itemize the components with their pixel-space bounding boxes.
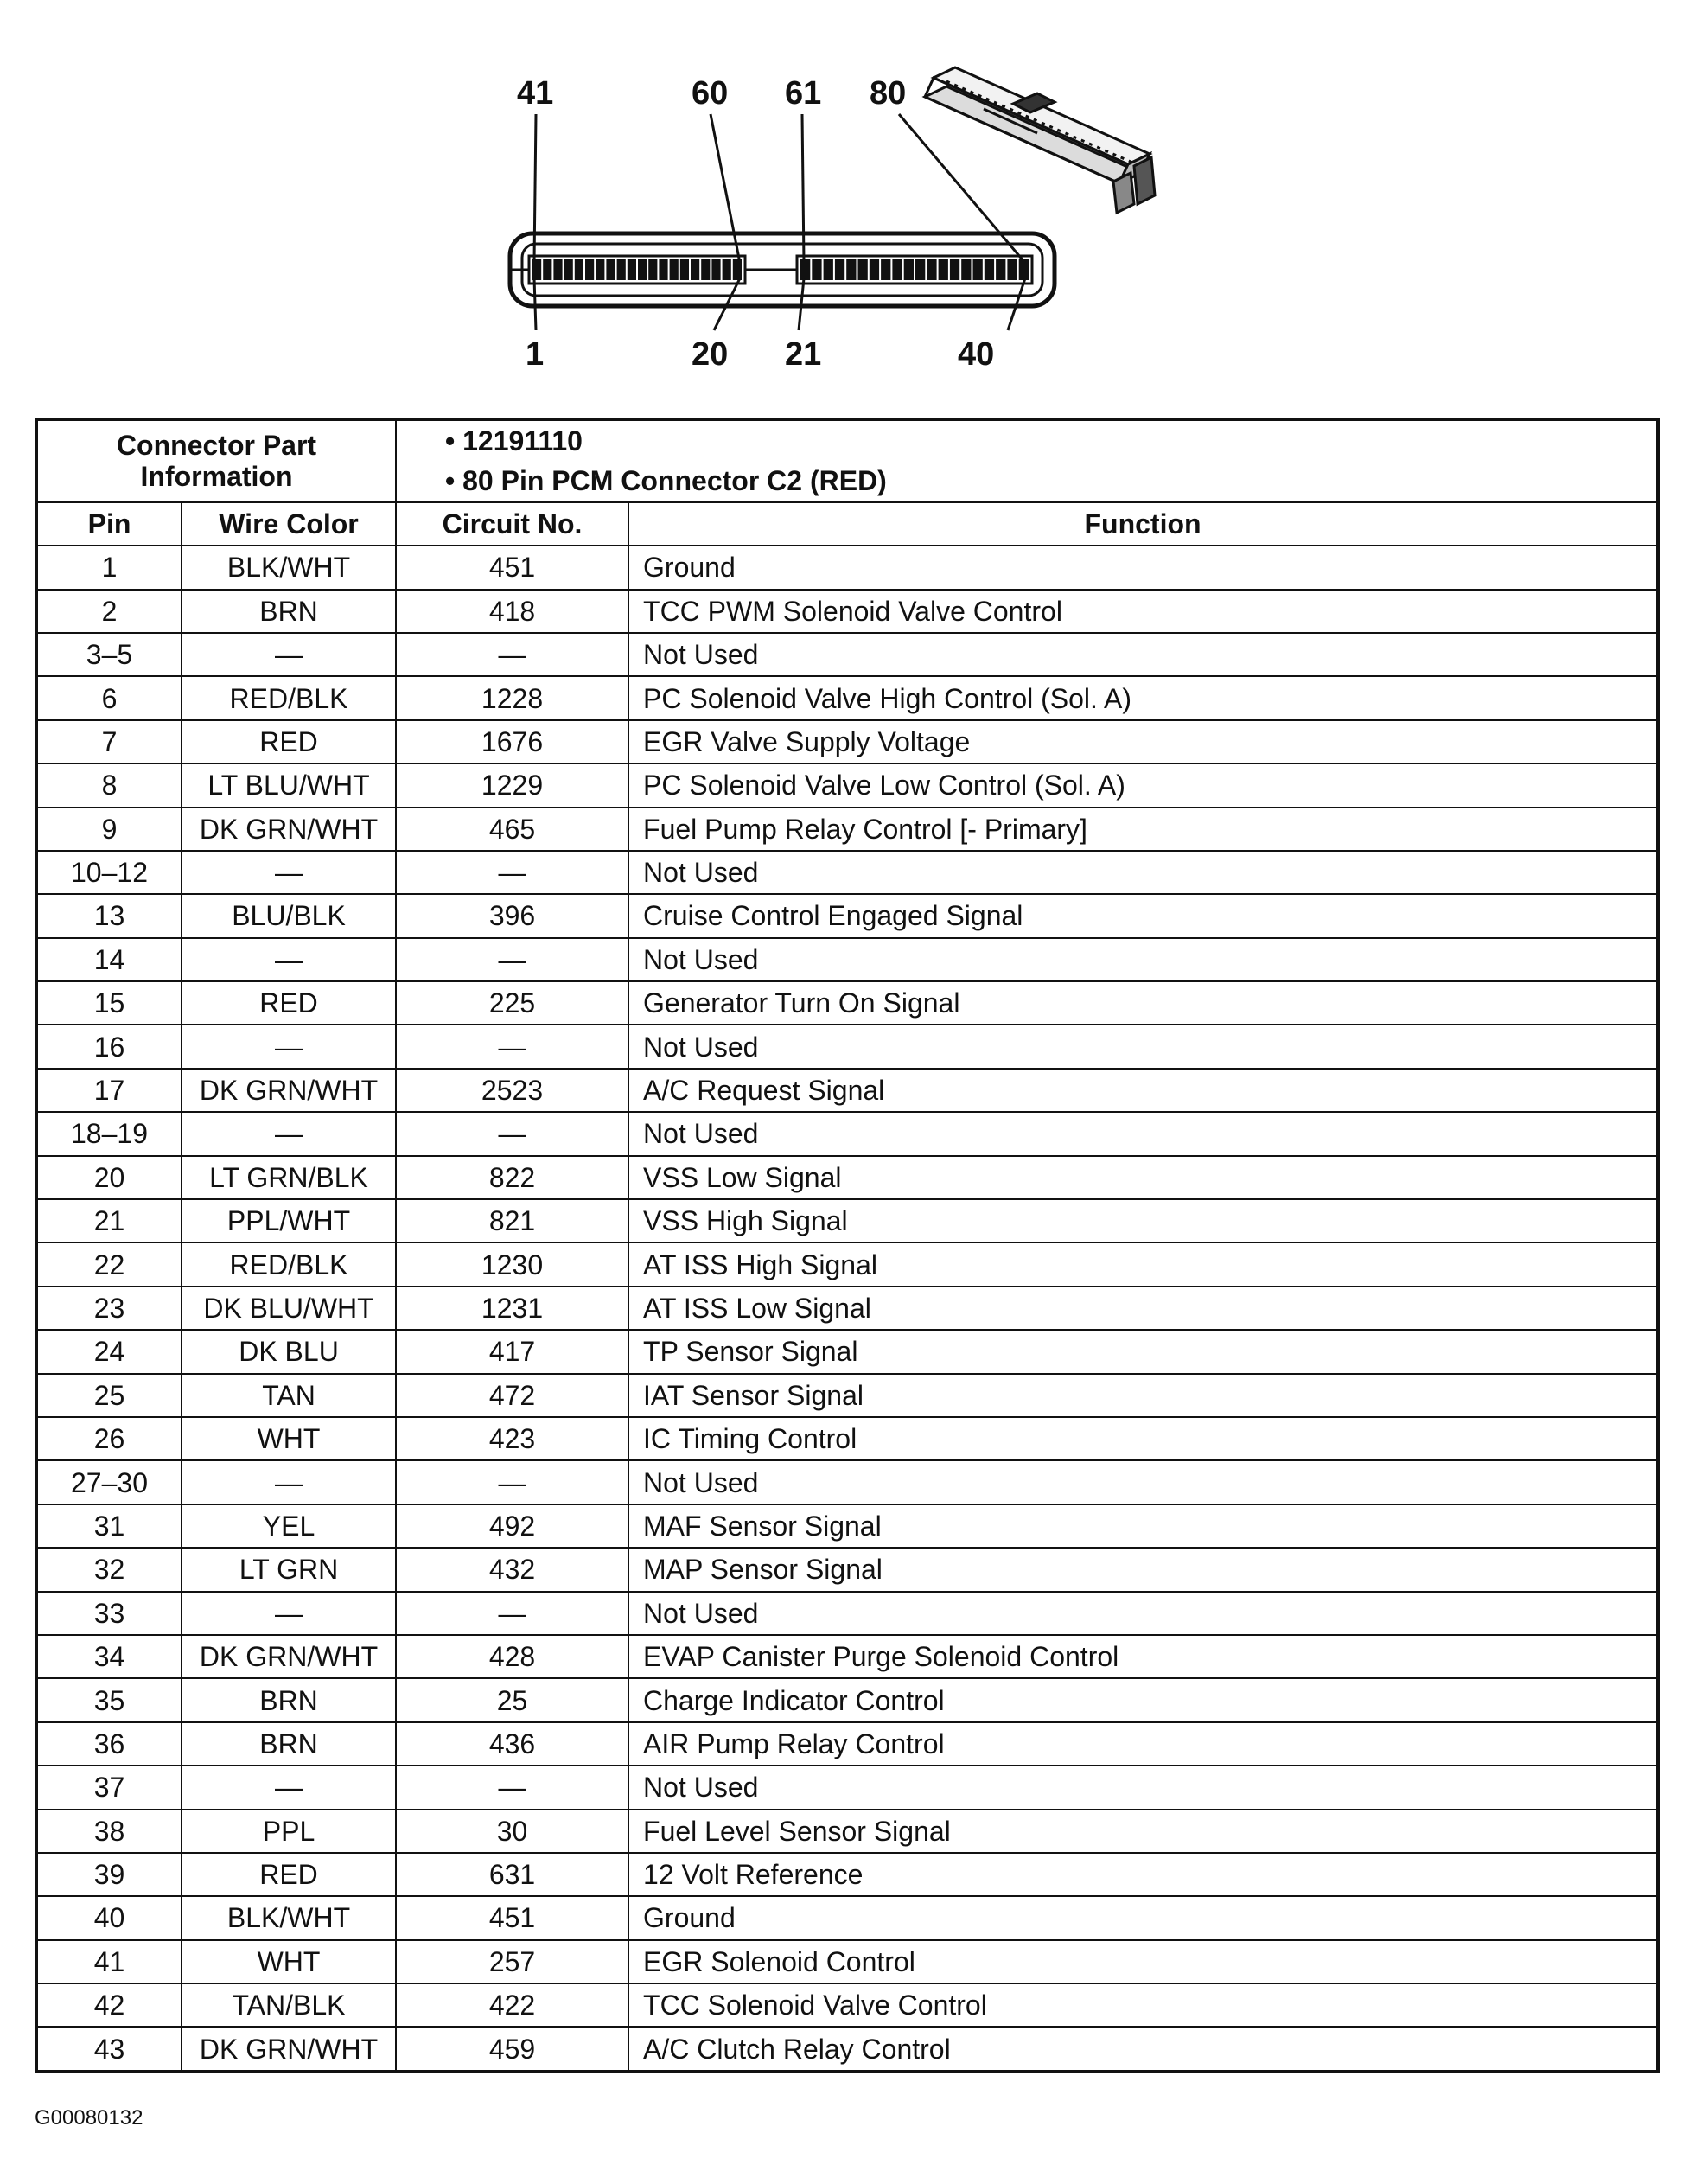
connector-pin-cell [711,259,720,280]
wire-color-cell: PPL [182,1810,396,1853]
circuit-no-cell: 396 [396,894,628,937]
circuit-no-cell: 1230 [396,1242,628,1286]
pin-label-61: 61 [785,75,822,112]
wire-color-cell: PPL/WHT [182,1199,396,1242]
wire-color-cell: BLK/WHT [182,1896,396,1939]
pin-cell: 17 [36,1069,182,1112]
wire-color-cell: DK GRN/WHT [182,808,396,851]
function-cell: Fuel Level Sensor Signal [628,1810,1658,1853]
table-row [36,2027,1658,2071]
table-row [36,1722,1658,1766]
pin-cell: 32 [36,1548,182,1591]
connector-part-info [396,419,1658,502]
pin-cell: 16 [36,1025,182,1068]
function-cell: PC Solenoid Valve Low Control (Sol. A) [628,763,1658,807]
circuit-no-cell: 2523 [396,1069,628,1112]
function-cell: EVAP Canister Purge Solenoid Control [628,1635,1658,1678]
circuit-no-cell: 30 [396,1810,628,1853]
wire-color-cell: — [182,1460,396,1504]
pin-cell: 35 [36,1678,182,1721]
circuit-no-cell: — [396,1460,628,1504]
circuit-no-cell: 451 [396,1896,628,1939]
connector-pin-cell [606,259,615,280]
pin-cell: 25 [36,1374,182,1417]
wire-color-cell: TAN [182,1374,396,1417]
table-row [36,1635,1658,1678]
circuit-no-cell: 465 [396,808,628,851]
connector-pin-cell [915,259,925,280]
pin-cell: 31 [36,1504,182,1548]
pin-cell: 7 [36,720,182,763]
pin-label-20: 20 [692,336,729,373]
circuit-no-cell: 25 [396,1678,628,1721]
pin-table-body [36,546,1658,2072]
function-cell: Ground [628,546,1658,589]
circuit-no-cell: 428 [396,1635,628,1678]
wire-color-cell: — [182,938,396,981]
table-row [36,676,1658,719]
connector-info-row [36,419,1658,502]
table-row [36,1156,1658,1199]
circuit-no-cell: — [396,633,628,676]
pin-cell: 1 [36,546,182,589]
function-cell: TCC PWM Solenoid Valve Control [628,590,1658,633]
wire-color-cell: — [182,1112,396,1155]
function-cell: AIR Pump Relay Control [628,1722,1658,1766]
pin-label-60: 60 [692,75,729,112]
pin-cell: 39 [36,1853,182,1896]
table-row [36,1548,1658,1591]
circuit-no-cell: 1676 [396,720,628,763]
wire-color-cell: RED [182,1853,396,1896]
table-row [36,981,1658,1025]
function-cell: Not Used [628,1460,1658,1504]
table-row [36,808,1658,851]
connector-description: • 80 Pin PCM Connector C2 (RED) [445,461,1656,501]
header-circuit-no: Circuit No. [396,502,628,546]
connector-pin-cell [881,259,890,280]
table-row [36,546,1658,589]
circuit-no-cell: 821 [396,1199,628,1242]
circuit-no-cell: 432 [396,1548,628,1591]
connector-pin-cell [973,259,983,280]
function-cell: Ground [628,1896,1658,1939]
connector-pin-cell [846,259,856,280]
function-cell: IAT Sensor Signal [628,1374,1658,1417]
pin-cell: 13 [36,894,182,937]
connector-pin-cell [659,259,667,280]
circuit-no-cell: — [396,1112,628,1155]
wire-color-cell: — [182,1025,396,1068]
function-cell: EGR Solenoid Control [628,1940,1658,1983]
function-cell: VSS Low Signal [628,1156,1658,1199]
function-cell: Cruise Control Engaged Signal [628,894,1658,937]
figure-id: G00080132 [35,2106,143,2130]
function-cell: Generator Turn On Signal [628,981,1658,1025]
table-row [36,894,1658,937]
wire-color-cell: LT GRN [182,1548,396,1591]
function-cell: IC Timing Control [628,1417,1658,1460]
pin-cell: 18–19 [36,1112,182,1155]
pin-cell: 23 [36,1287,182,1330]
pin-cell: 43 [36,2027,182,2071]
header-pin: Pin [36,502,182,546]
table-row [36,1853,1658,1896]
wire-color-cell: BRN [182,1678,396,1721]
circuit-no-cell: 472 [396,1374,628,1417]
wire-color-cell: — [182,851,396,894]
table-row [36,1983,1658,2027]
table-row [36,1199,1658,1242]
connector-part-info-label-line1: Connector Part [116,429,317,461]
wire-color-cell: DK BLU/WHT [182,1287,396,1330]
header-wire-color: Wire Color [182,502,396,546]
pin-cell: 2 [36,590,182,633]
pin-label-80: 80 [870,75,907,112]
pin-cell: 10–12 [36,851,182,894]
function-cell: 12 Volt Reference [628,1853,1658,1896]
circuit-no-cell: 1231 [396,1287,628,1330]
pin-cell: 6 [36,676,182,719]
pin-cell: 26 [36,1417,182,1460]
table-row [36,633,1658,676]
connector-diagram [484,52,1193,398]
pin-table [35,418,1660,2073]
function-cell: Not Used [628,851,1658,894]
pin-label-21: 21 [785,336,822,373]
connector-part-info-label-line2: Information [140,461,293,493]
connector-pin-cell [858,259,868,280]
pin-cell: 37 [36,1766,182,1809]
connector-pin-cell [617,259,626,280]
wire-color-cell: YEL [182,1504,396,1548]
pin-cell: 9 [36,808,182,851]
wire-color-cell: RED/BLK [182,1242,396,1286]
wire-color-cell: WHT [182,1940,396,1983]
pin-cell: 3–5 [36,633,182,676]
function-cell: AT ISS High Signal [628,1242,1658,1286]
circuit-no-cell: 1229 [396,763,628,807]
connector-pin-cell [680,259,689,280]
wire-color-cell: WHT [182,1417,396,1460]
circuit-no-cell: — [396,1592,628,1635]
circuit-no-cell: 422 [396,1983,628,2027]
table-row [36,1025,1658,1068]
function-cell: Not Used [628,1592,1658,1635]
connector-pin-cell [543,259,551,280]
table-row [36,1242,1658,1286]
circuit-no-cell: 822 [396,1156,628,1199]
table-row [36,1417,1658,1460]
pin-cell: 8 [36,763,182,807]
function-cell: AT ISS Low Signal [628,1287,1658,1330]
circuit-no-cell: 492 [396,1504,628,1548]
wire-color-cell: DK GRN/WHT [182,1069,396,1112]
table-row [36,938,1658,981]
connector-pin-cell [596,259,604,280]
pin-cell: 15 [36,981,182,1025]
connector-pin-cell [564,259,573,280]
pin-cell: 24 [36,1330,182,1373]
table-row [36,1810,1658,1853]
wire-color-cell: DK BLU [182,1330,396,1373]
function-cell: PC Solenoid Valve High Control (Sol. A) [628,676,1658,719]
connector-pin-cell [961,259,971,280]
pin-cell: 40 [36,1896,182,1939]
function-cell: MAF Sensor Signal [628,1504,1658,1548]
function-cell: A/C Clutch Relay Control [628,2027,1658,2071]
circuit-no-cell: 459 [396,2027,628,2071]
wire-color-cell: RED/BLK [182,676,396,719]
circuit-no-cell: 423 [396,1417,628,1460]
circuit-no-cell: 1228 [396,676,628,719]
wire-color-cell: — [182,1592,396,1635]
connector-pin-cell [824,259,833,280]
part-number: • 12191110 [445,421,1656,461]
connector-pin-cell [585,259,594,280]
pin-cell: 14 [36,938,182,981]
leader-lines [534,114,1025,330]
wire-color-cell: TAN/BLK [182,1983,396,2027]
connector-pin-cell [575,259,583,280]
connector-pin-cell [553,259,562,280]
pin-cell: 38 [36,1810,182,1853]
function-cell: EGR Valve Supply Voltage [628,720,1658,763]
pin-label-1: 1 [526,336,545,373]
pin-cell: 20 [36,1156,182,1199]
circuit-no-cell: 417 [396,1330,628,1373]
connector-pin-cell [723,259,731,280]
connector-pin-cell [638,259,647,280]
pin-label-41: 41 [517,75,554,112]
table-row [36,1940,1658,1983]
circuit-no-cell: — [396,938,628,981]
table-row [36,1287,1658,1330]
connector-pin-cell [628,259,636,280]
circuit-no-cell: 418 [396,590,628,633]
connector-pin-cell [812,259,821,280]
table-row [36,1766,1658,1809]
connector-pin-cell [870,259,879,280]
connector-pin-cell [985,259,994,280]
circuit-no-cell: 451 [396,546,628,589]
connector-pin-cell [904,259,914,280]
wire-color-cell: RED [182,981,396,1025]
pin-label-40: 40 [958,336,995,373]
function-cell: Not Used [628,1766,1658,1809]
connector-pin-cell [996,259,1005,280]
circuit-no-cell: — [396,1766,628,1809]
pin-cell: 41 [36,1940,182,1983]
connector-pin-cell [800,259,810,280]
table-row [36,851,1658,894]
circuit-no-cell: — [396,851,628,894]
pin-cell: 27–30 [36,1460,182,1504]
wire-color-cell: — [182,1766,396,1809]
function-cell: Not Used [628,633,1658,676]
connector-pin-cell [950,259,959,280]
pin-cell: 36 [36,1722,182,1766]
table-row [36,1374,1658,1417]
circuit-no-cell: 631 [396,1853,628,1896]
pin-cell: 42 [36,1983,182,2027]
function-cell: Fuel Pump Relay Control [- Primary] [628,808,1658,851]
circuit-no-cell: 436 [396,1722,628,1766]
circuit-no-cell: 257 [396,1940,628,1983]
wire-color-cell: — [182,633,396,676]
table-row [36,1592,1658,1635]
circuit-no-cell: — [396,1025,628,1068]
function-cell: TP Sensor Signal [628,1330,1658,1373]
pin-cell: 33 [36,1592,182,1635]
connector-part-info-label [36,419,396,502]
function-cell: Not Used [628,938,1658,981]
table-row [36,1330,1658,1373]
table-row [36,1504,1658,1548]
table-row [36,1069,1658,1112]
table-header-row [36,502,1658,546]
table-row [36,720,1658,763]
wire-color-cell: BRN [182,1722,396,1766]
wire-color-cell: BLU/BLK [182,894,396,937]
connector-pin-cell [1007,259,1017,280]
wire-color-cell: RED [182,720,396,763]
wire-color-cell: LT BLU/WHT [182,763,396,807]
connector-pin-cell [691,259,699,280]
connector-pin-cell [927,259,936,280]
wire-color-cell: LT GRN/BLK [182,1156,396,1199]
table-row [36,1460,1658,1504]
table-row [36,1896,1658,1939]
wire-color-cell: DK GRN/WHT [182,2027,396,2071]
connector-pin-cell [648,259,657,280]
connector-perspective-view [925,67,1155,213]
header-function: Function [628,502,1658,546]
function-cell: VSS High Signal [628,1199,1658,1242]
pin-cell: 34 [36,1635,182,1678]
function-cell: TCC Solenoid Valve Control [628,1983,1658,2027]
connector-pin-cell [701,259,710,280]
function-cell: A/C Request Signal [628,1069,1658,1112]
pin-cell: 22 [36,1242,182,1286]
connector-pin-cell [670,259,679,280]
function-cell: MAP Sensor Signal [628,1548,1658,1591]
table-row [36,1678,1658,1721]
wire-color-cell: DK GRN/WHT [182,1635,396,1678]
function-cell: Not Used [628,1025,1658,1068]
table-row [36,1112,1658,1155]
wire-color-cell: BRN [182,590,396,633]
wire-color-cell: BLK/WHT [182,546,396,589]
connector-pin-cell [939,259,948,280]
connector-pin-cell [892,259,902,280]
function-cell: Charge Indicator Control [628,1678,1658,1721]
connector-pin-cell [835,259,844,280]
pin-cell: 21 [36,1199,182,1242]
table-row [36,763,1658,807]
table-row [36,590,1658,633]
function-cell: Not Used [628,1112,1658,1155]
circuit-no-cell: 225 [396,981,628,1025]
